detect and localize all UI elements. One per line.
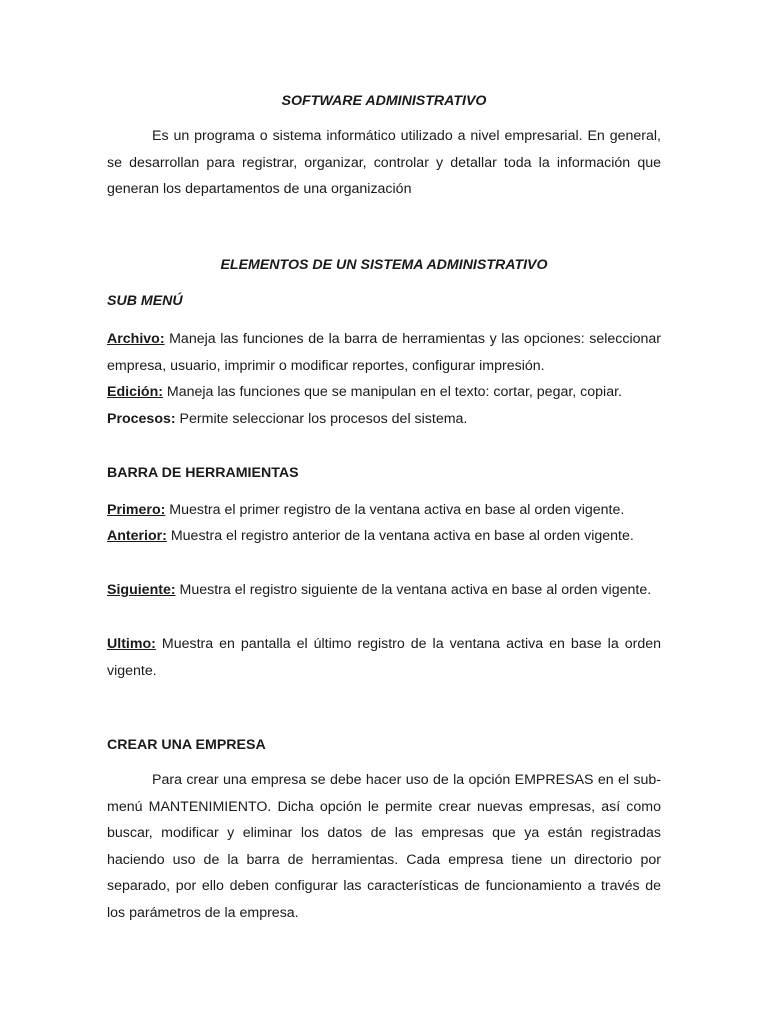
company-paragraph: Para crear una empresa se debe hacer uso de la opción EMPRESAS en el sub-menú MANTENIMIENTO. Dicha opción le permite crear nuevas empresas, así como buscar, modificar y eliminar los datos de las empresas que ya están registradas haciendo uso de la barra de herramientas. Cada empresa tiene un directorio por separado, por ello deben configurar las características de funcionamiento a través de los parámetros de la empresa. xyxy=(107,772,661,921)
term-edicion: Edición: xyxy=(107,384,163,400)
submenu-item-edicion xyxy=(107,379,661,406)
submenu-item-procesos xyxy=(107,406,661,433)
submenu-item-archivo xyxy=(107,326,661,379)
term-anterior: Anterior: xyxy=(107,528,167,544)
desc-ultimo: Muestra en pantalla el último registro de la ventana activa en base la orden vigente. xyxy=(107,636,661,679)
toolbar-item-siguiente xyxy=(107,577,661,604)
toolbar-item-anterior xyxy=(107,523,661,550)
intro-paragraph: Es un programa o sistema informático utilizado a nivel empresarial. En general, se desarrollan para registrar, organizar, controlar y detallar toda la información que generan los departamentos de una organización xyxy=(107,128,661,197)
toolbar-heading: BARRA DE HERRAMIENTAS xyxy=(107,465,299,481)
elements-title: ELEMENTOS DE UN SISTEMA ADMINISTRATIVO xyxy=(220,257,548,273)
desc-edicion: Maneja las funciones que se manipulan en el texto: cortar, pegar, copiar. xyxy=(162,384,622,400)
document-title: SOFTWARE ADMINISTRATIVO xyxy=(281,93,487,109)
desc-primero: Muestra el primer registro de la ventana activa en base al orden vigente. xyxy=(165,502,625,518)
term-procesos: Procesos: xyxy=(107,411,176,427)
submenu-heading: SUB MENÚ xyxy=(107,293,183,309)
desc-archivo: Maneja las funciones de la barra de herramientas y las opciones: seleccionar empresa, usuario, imprimir o modificar reportes, configurar impresión. xyxy=(107,331,661,374)
desc-anterior: Muestra el registro anterior de la ventana activa en base al orden vigente. xyxy=(166,528,634,544)
term-ultimo: Ultimo: xyxy=(107,636,156,652)
term-archivo: Archivo: xyxy=(107,331,165,347)
term-siguiente: Siguiente: xyxy=(107,582,176,598)
company-heading: CREAR UNA EMPRESA xyxy=(107,737,266,753)
desc-procesos: Permite seleccionar los procesos del sistema. xyxy=(175,411,468,427)
desc-siguiente: Muestra el registro siguiente de la ventana activa en base al orden vigente. xyxy=(175,582,652,598)
term-primero: Primero: xyxy=(107,502,166,518)
toolbar-item-primero xyxy=(107,497,661,524)
toolbar-item-ultimo xyxy=(107,631,661,684)
